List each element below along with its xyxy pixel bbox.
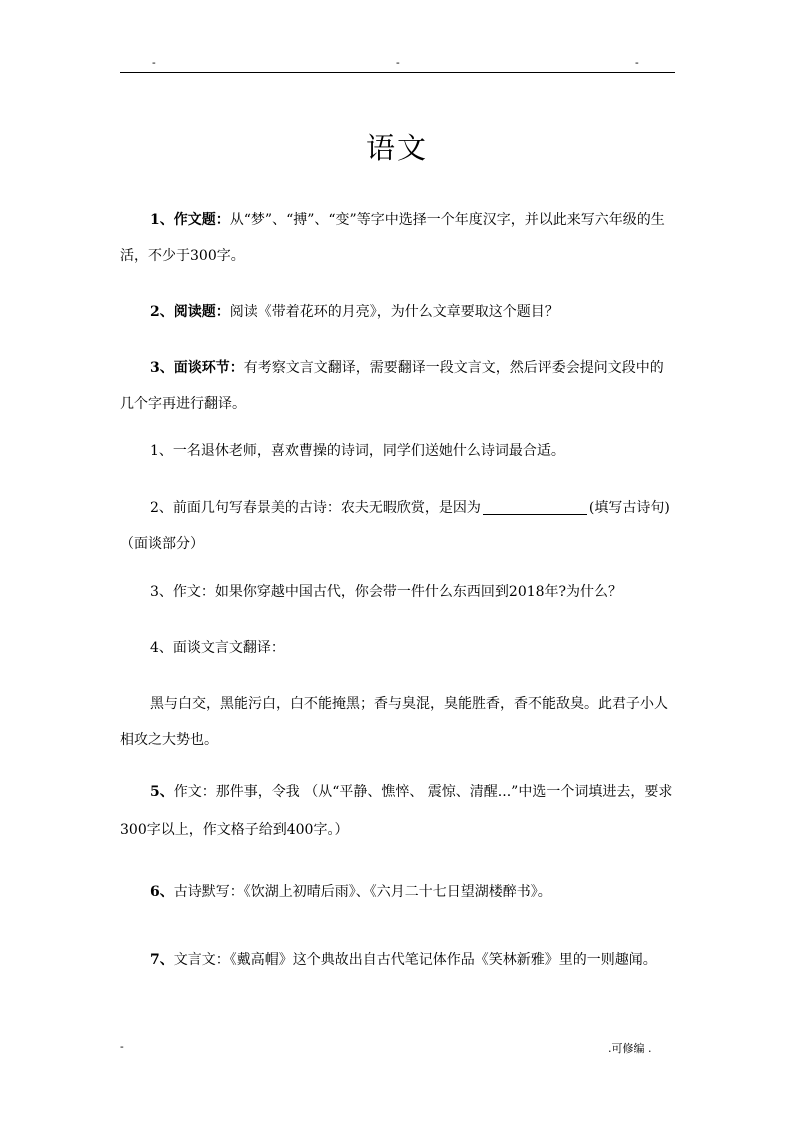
sub-question-1: 1、一名退休老师，喜欢曹操的诗词，同学们送她什么诗词最合适。 [150,443,565,459]
question-5-text: 作文：那件事，令我 （从“平静、憔悴、 震惊、清醒...”中选一个词填进去，要求300字以上，作文格子给到400字。） [120,784,673,838]
sub-question-2 [120,490,676,562]
header-center-mark: - [396,56,400,69]
question-6 [120,874,676,910]
sub-question-3: 3、作文：如果你穿越中国古代，你会带一件什么东西回到2018年?为什么？ [150,584,623,600]
sub-question-2-after: (填写古诗句)（面谈部分） [120,500,670,552]
fill-in-blank-line [483,500,587,515]
page-header [120,56,675,73]
question-5-label: 5、 [150,784,174,800]
question-2 [120,294,676,330]
question-6-label: 6、 [150,884,174,900]
classical-passage: 黑与白交，黑能污白，白不能掩黑；香与臭混，臭能胜香，香不能敌臭。此君子小人相攻之大势也。 [120,696,668,748]
footer-editable-note: .可修编 . [608,1042,652,1055]
question-3-label: 3、面谈环节： [150,360,244,376]
question-7-text: 文言文：《戴高帽》这个典故出自古代笔记体作品《笑林新雅》里的一则趣闻。 [173,952,657,968]
header-right-mark: - [635,56,639,69]
sub-question-4: 4、面谈文言文翻译： [150,640,285,656]
question-1-label: 1、作文题： [150,212,230,228]
question-1 [120,202,676,274]
sub-question-2-before: 2、前面几句写春景美的古诗：农夫无暇欣赏，是因为 [150,500,481,516]
question-3 [120,350,676,422]
footer-left-mark: - [120,1040,124,1053]
question-7 [120,941,676,979]
question-7-label: 7、 [150,952,174,968]
question-2-label: 2、阅读题： [150,304,230,320]
question-2-text: 阅读《带着花环的月亮》，为什么文章要取这个题目？ [229,304,559,320]
question-3-text: 有考察文言文翻译，需要翻译一段文言文，然后评委会提问文段中的几个字再进行翻译。 [120,360,664,412]
page-title: 语文 [365,131,428,165]
question-5 [120,773,676,849]
question-1-text: 从“梦”、“搏”、“变”等字中选择一个年度汉字，并以此来写六年级的生活，不少于300字。 [120,212,665,264]
header-left-mark: - [152,56,156,69]
question-6-text: 古诗默写：《饮湖上初晴后雨》、《六月二十七日望湖楼醉书》。 [173,884,552,900]
